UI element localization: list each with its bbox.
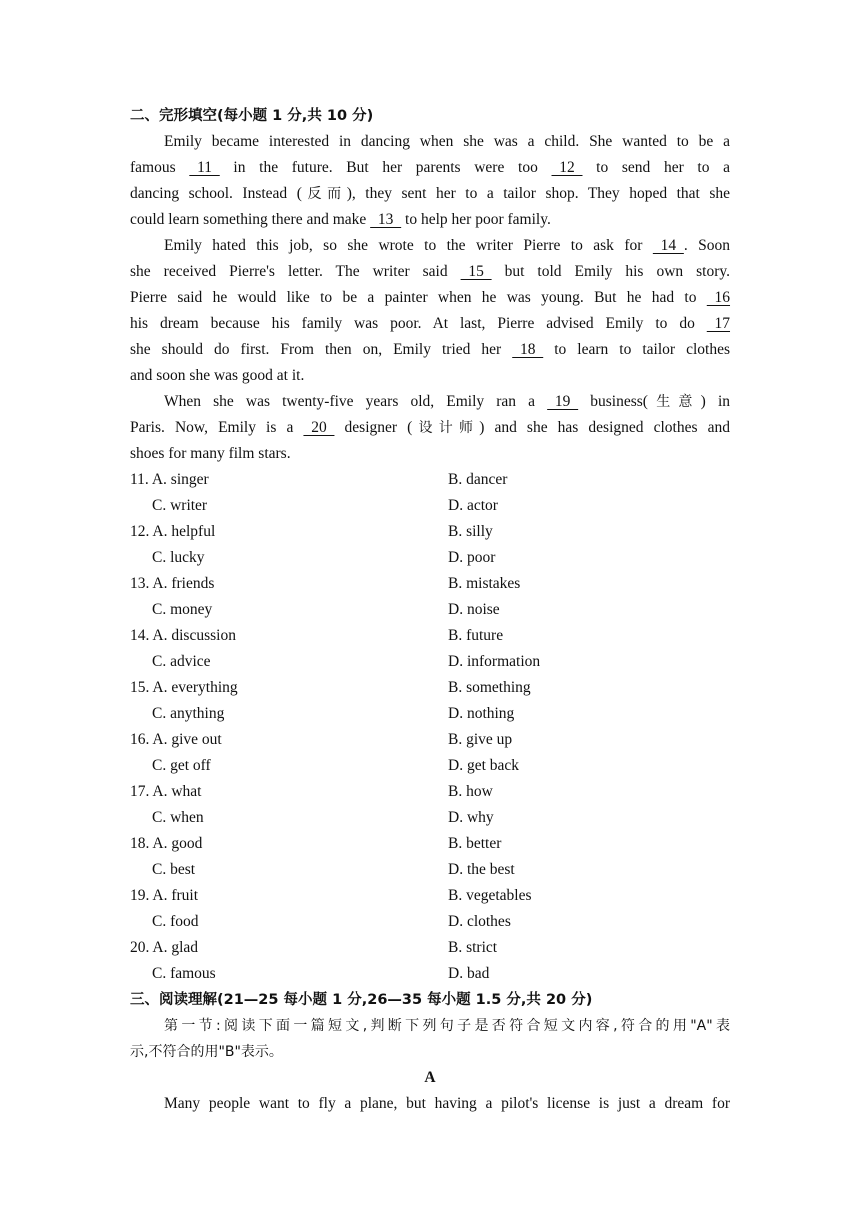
option-row: 12. A. helpful B. silly (130, 523, 493, 540)
p1-line-1: Emily became interested in dancing when she was a child. She wanted to be a (164, 133, 730, 150)
p2-line-3: Pierre said he would like to be a painter when he was young. But he had to 16 (130, 285, 730, 311)
p1-line-2: famous 11 in the future. But her parents were too 12 to send her to a (130, 155, 730, 181)
p2-line-5: she should do first. From then on, Emily tried her 18 to learn to tailor clothes (130, 337, 730, 363)
blank-19[interactable]: 19 (547, 393, 579, 410)
option-row: 15. A. everything B. something (130, 679, 531, 696)
blank-15[interactable]: 15 (460, 263, 492, 280)
option-row: C. get off D. get back (152, 757, 520, 774)
p3-line-1: When she was twenty-five years old, Emily ran a 19 business(生意) in (130, 389, 730, 415)
p1-line-4: could learn something there and make 13 to help her poor family. (130, 207, 730, 233)
p3-line-2: Paris. Now, Emily is a 20 designer (设计师) and she has designed clothes and (130, 415, 730, 441)
document-page (130, 103, 730, 1117)
section-3-instructions-line-2: 示,不符合的用"B"表示。 (130, 1044, 283, 1060)
passage-a-line-1: Many people want to fly a plane, but having a pilot's license is just a dream for (164, 1095, 730, 1112)
blank-16[interactable]: 16 (706, 289, 731, 306)
p1-line-3: dancing school. Instead (反而), they sent her to a tailor shop. They hoped that she (130, 185, 730, 202)
option-row: C. lucky D. poor (152, 549, 496, 566)
option-row: C. when D. why (152, 809, 494, 826)
option-row: 18. A. good B. better (130, 835, 502, 852)
option-row: C. advice D. information (152, 653, 541, 670)
option-row: 13. A. friends B. mistakes (130, 575, 521, 592)
options-list (130, 467, 730, 987)
option-row: 17. A. what B. how (130, 783, 493, 800)
p3-line-3: shoes for many film stars. (130, 445, 291, 462)
blank-13[interactable]: 13 (370, 211, 402, 228)
option-row: C. anything D. nothing (152, 705, 515, 722)
option-row: C. famous D. bad (152, 965, 490, 982)
blank-12[interactable]: 12 (551, 159, 583, 176)
blank-18[interactable]: 18 (512, 341, 544, 358)
passage-label: A (424, 1069, 436, 1086)
option-row: C. food D. clothes (152, 913, 511, 930)
p2-line-4: his dream because his family was poor. At last, Pierre advised Emily to do 17 (130, 311, 730, 337)
p2-line-1: Emily hated this job, so she wrote to the writer Pierre to ask for 14 . Soon (130, 233, 730, 259)
option-row: 14. A. discussion B. future (130, 627, 504, 644)
section-2-title: 二、完形填空(每小题 1 分,共 10 分) (130, 108, 374, 124)
blank-14[interactable]: 14 (652, 237, 684, 254)
blank-11[interactable]: 11 (189, 159, 220, 176)
option-row: 11. A. singer B. dancer (130, 471, 508, 488)
section-3-instructions-line-1: 第一节:阅读下面一篇短文,判断下列句子是否符合短文内容,符合的用"A"表 (164, 1018, 730, 1034)
p2-line-2: she received Pierre's letter. The writer said 15 but told Emily his own story. (130, 259, 730, 285)
option-row: C. best D. the best (152, 861, 515, 878)
option-row: 19. A. fruit B. vegetables (130, 887, 532, 904)
blank-17[interactable]: 17 (706, 315, 731, 332)
p2-line-6: and soon she was good at it. (130, 367, 305, 384)
option-row: C. writer D. actor (152, 497, 498, 514)
blank-20[interactable]: 20 (303, 419, 335, 436)
option-row: C. money D. noise (152, 601, 500, 618)
option-row: 16. A. give out B. give up (130, 731, 513, 748)
section-3-title: 三、阅读理解(21—25 每小题 1 分,26—35 每小题 1.5 分,共 20 分) (130, 992, 593, 1008)
option-row: 20. A. glad B. strict (130, 939, 498, 956)
